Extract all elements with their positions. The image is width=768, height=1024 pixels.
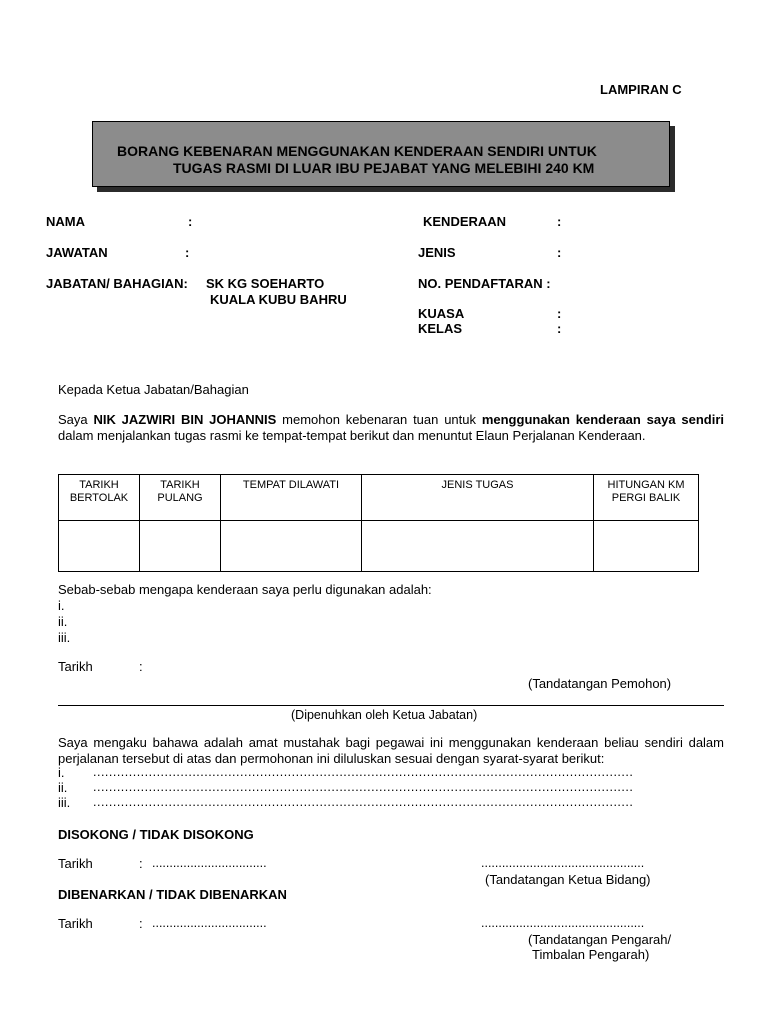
request-bold-phrase: menggunakan kenderaan saya sendiri [481, 412, 725, 427]
jenis-colon: : [557, 245, 562, 260]
header-tarikh-pulang: TARIKH PULANG [140, 475, 221, 521]
form-title-line-1: BORANG KEBENARAN MENGGUNAKAN KENDERAAN SENDIRI UNTUK [117, 143, 597, 159]
kenderaan-label: KENDERAAN [423, 214, 507, 229]
dibenarkan-label: DIBENARKAN / TIDAK DIBENARKAN [58, 887, 287, 902]
ketua-signature-label: (Tandatangan Ketua Bidang) [485, 872, 651, 887]
date-dots-disokong[interactable]: ................................. [152, 856, 267, 870]
cell-jenis-tugas[interactable] [362, 521, 594, 572]
reasons-intro: Sebab-sebab mengapa kenderaan saya perlu digunakan adalah: [58, 582, 432, 597]
jabatan-label: JABATAN/ BAHAGIAN: [46, 276, 188, 291]
pengarah-signature-label-1: (Tandatangan Pengarah/ [528, 932, 672, 947]
reason-item-3: iii. [58, 630, 71, 645]
date-dots-dibenarkan[interactable]: ................................. [152, 916, 267, 930]
tarikh-colon-disokong: : [139, 856, 143, 871]
header-tarikh-bertolak: TARIKH BERTOLAK [59, 475, 140, 521]
tarikh-label-disokong: Tarikh [58, 856, 93, 871]
signature-dots-ketua[interactable]: ............................................... [481, 856, 645, 870]
trip-table-header-row [59, 475, 699, 521]
cell-tarikh-pulang[interactable] [140, 521, 221, 572]
condition-dots-3[interactable]: ........................................................................................................................................ [93, 795, 634, 809]
condition-item-3: iii. [58, 795, 71, 810]
jawatan-label: JAWATAN [46, 245, 108, 260]
tarikh-colon-dibenarkan: : [139, 916, 143, 931]
request-text-3: dalam menjalankan tugas rasmi ke tempat-tempat berikut dan menuntut Elaun Perjalanan Kenderaan. [58, 428, 646, 443]
form-title-line-2: TUGAS RASMI DI LUAR IBU PEJABAT YANG MELEBIHI 240 KM [173, 160, 595, 176]
reason-item-2: ii. [58, 614, 68, 629]
jawatan-colon: : [185, 245, 190, 260]
kelas-colon: : [557, 321, 562, 336]
cell-hitungan-km[interactable] [594, 521, 699, 572]
jenis-label: JENIS [418, 245, 456, 260]
header-tempat-dilawati: TEMPAT DILAWATI [221, 475, 362, 521]
kenderaan-colon: : [557, 214, 562, 229]
pengarah-signature-label-2: Timbalan Pengarah) [532, 947, 650, 962]
jabatan-value-2: KUALA KUBU BAHRU [210, 292, 347, 307]
kelas-label: KELAS [418, 321, 463, 336]
reason-item-1: i. [58, 598, 65, 613]
kuasa-colon: : [557, 306, 562, 321]
section-divider [58, 705, 724, 706]
request-text-1: Saya [58, 412, 94, 427]
cell-tempat-dilawati[interactable] [221, 521, 362, 572]
nama-label: NAMA [46, 214, 85, 229]
tarikh-colon-applicant: : [139, 659, 143, 674]
condition-dots-2[interactable]: ........................................................................................................................................ [93, 780, 634, 794]
condition-item-1: i. [58, 765, 65, 780]
tarikh-label-applicant: Tarikh [58, 659, 93, 674]
form-title-box [92, 121, 670, 187]
condition-item-2: ii. [58, 780, 68, 795]
trip-table [58, 474, 699, 572]
request-paragraph [58, 412, 724, 444]
pendaftaran-label: NO. PENDAFTARAN : [418, 276, 551, 291]
signature-dots-pengarah[interactable]: ............................................... [481, 916, 645, 930]
request-text-2: memohon kebenaran tuan untuk [276, 412, 482, 427]
header-jenis-tugas: JENIS TUGAS [362, 475, 594, 521]
condition-dots-1[interactable]: ........................................................................................................................................ [93, 765, 634, 779]
jabatan-value-1: SK KG SOEHARTO [206, 276, 325, 291]
salutation: Kepada Ketua Jabatan/Bahagian [58, 382, 249, 397]
declaration-paragraph: Saya mengaku bahawa adalah amat mustahak bagi pegawai ini menggunakan kenderaan beliau sendiri dalam perjalanan tersebut di atas dan permohonan ini diluluskan sesuai dengan syarat-syarat berikut: [58, 735, 724, 766]
cell-tarikh-bertolak[interactable] [59, 521, 140, 572]
trip-table-row [59, 521, 699, 572]
tarikh-label-dibenarkan: Tarikh [58, 916, 93, 931]
applicant-name: NIK JAZWIRI BIN JOHANNIS [93, 412, 277, 427]
filled-by-label: (Dipenuhkan oleh Ketua Jabatan) [291, 708, 478, 722]
disokong-label: DISOKONG / TIDAK DISOKONG [58, 827, 254, 842]
lampiran-label: LAMPIRAN C [600, 82, 682, 97]
kuasa-label: KUASA [418, 306, 465, 321]
nama-colon: : [188, 214, 193, 229]
header-hitungan-km: HITUNGAN KM PERGI BALIK [594, 475, 699, 521]
applicant-signature-label: (Tandatangan Pemohon) [528, 676, 672, 691]
